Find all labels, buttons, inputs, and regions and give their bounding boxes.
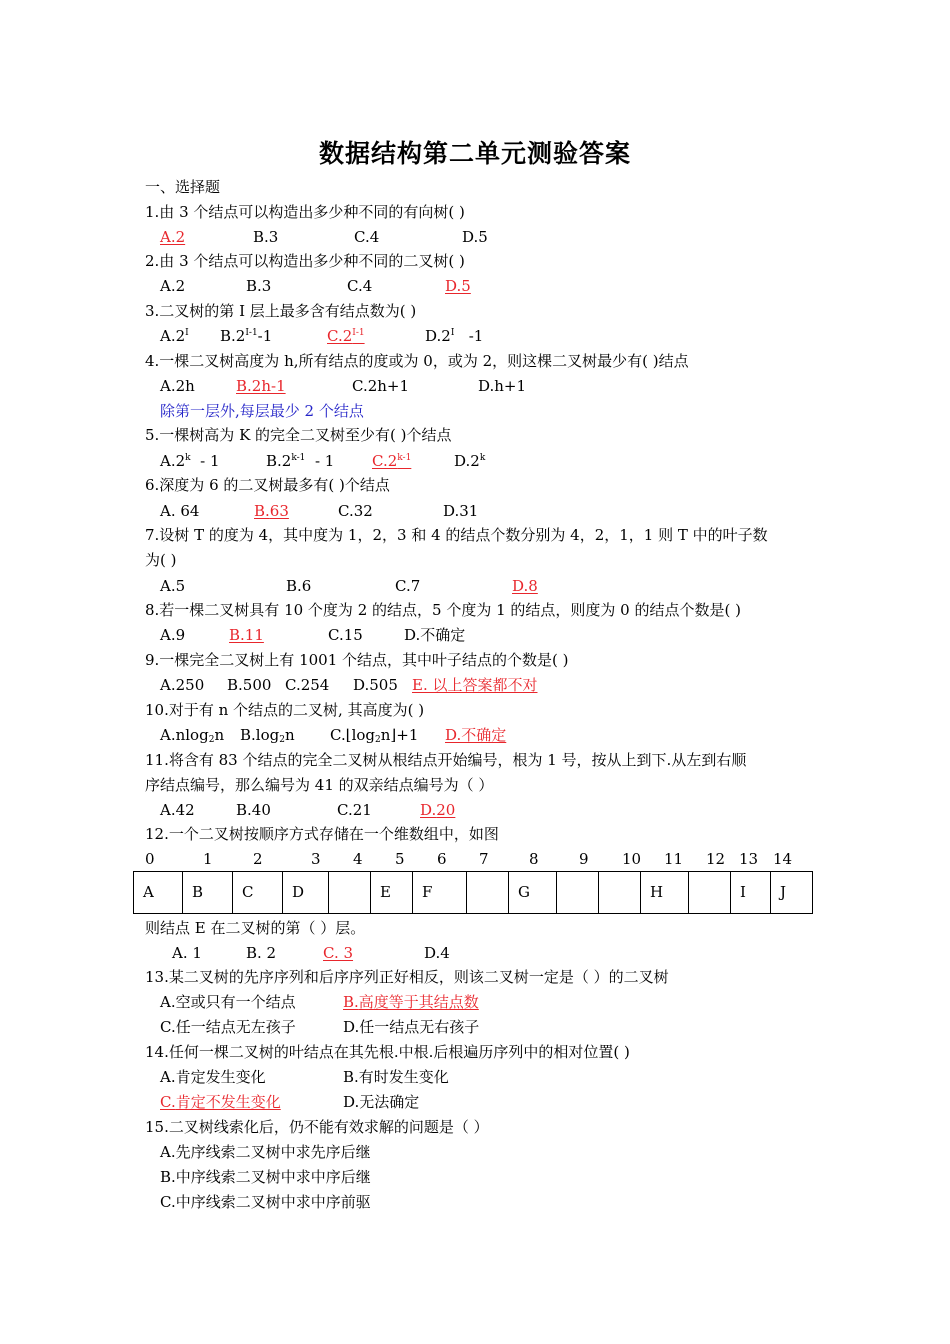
question-1-option-b: B.3	[253, 228, 279, 246]
array-cell: J	[770, 872, 812, 913]
question-10-option-d: D.不确定	[445, 726, 507, 744]
question-7-option-b: B.6	[286, 577, 312, 595]
array-cell: A	[143, 883, 154, 901]
question-6-option-d: D.31	[443, 502, 479, 520]
question-7-stem-continued: 为( )	[145, 551, 177, 569]
question-9-option-d: D.505	[353, 676, 398, 694]
question-14-option-d: D.无法确定	[343, 1093, 420, 1111]
question-11-option-a: A.42	[160, 801, 195, 819]
question-1-stem: 1.由 3 个结点可以构造出多少种不同的有向树( )	[145, 203, 465, 221]
question-5-option-b: B.2$^{k-1}$ - 1	[266, 452, 335, 470]
array-index: 7	[479, 850, 489, 868]
question-6-option-a: A. 64	[160, 502, 200, 520]
question-8-option-b: B.11	[229, 626, 264, 644]
question-1-option-d: D.5	[462, 228, 488, 246]
question-13-option-a: A.空或只有一个结点	[160, 993, 296, 1011]
array-index: 4	[353, 850, 363, 868]
question-11-stem-continued: 序结点编号，那么编号为 41 的双亲结点编号为（ ）	[145, 776, 494, 794]
question-13-option-c: C.任一结点无左孩子	[160, 1018, 296, 1036]
question-2-option-d: D.5	[445, 277, 471, 295]
question-11-stem: 11.将含有 83 个结点的完全二叉树从根结点开始编号，根为 1 号，按从上到下.从左到右顺	[145, 751, 747, 769]
array-cell: C	[232, 872, 282, 913]
question-4-option-b: B.2h-1	[236, 377, 286, 395]
question-4-option-c: C.2h+1	[352, 377, 410, 395]
array-index: 2	[253, 850, 263, 868]
question-3-option-d: $D.2^I$ -1	[425, 327, 484, 345]
question-12-stem: 12.一个二叉树按顺序方式存储在一个维数组中，如图	[145, 825, 499, 843]
array-index: 3	[311, 850, 321, 868]
array-index: 1	[203, 850, 213, 868]
question-15-option-c: C.中序线索二叉树中求中序前驱	[160, 1193, 371, 1211]
question-14-option-c: C.肯定不发生变化	[160, 1093, 281, 1111]
question-9-option-a: A.250	[160, 676, 205, 694]
array-cell: B	[182, 872, 232, 913]
question-12-option-d: D.4	[424, 944, 450, 962]
array-index: 11	[664, 850, 684, 868]
array-cell	[466, 872, 508, 913]
array-cell: D	[282, 872, 328, 913]
question-10-option-a: A.nlog$_2$n	[160, 726, 225, 745]
question-2-option-c: C.4	[347, 277, 373, 295]
array-cell	[688, 872, 730, 913]
question-10-option-b: $B.\log_2n$	[240, 726, 295, 745]
array-cell: H	[640, 872, 688, 913]
section-heading: 一、选择题	[145, 178, 221, 196]
array-index: 9	[579, 850, 589, 868]
question-12-option-b: B. 2	[246, 944, 277, 962]
question-3-option-c: $C.2^{I-1}$	[327, 327, 365, 345]
array-index: 5	[395, 850, 405, 868]
question-13-option-b: B.高度等于其结点数	[343, 993, 479, 1011]
array-cell: F	[412, 872, 466, 913]
question-2-option-b: B.3	[246, 277, 272, 295]
question-15-option-a: A.先序线索二叉树中求先序后继	[160, 1143, 371, 1161]
question-8-option-c: C.15	[328, 626, 363, 644]
question-1-option-c: C.4	[354, 228, 380, 246]
question-13-option-d: D.任一结点无右孩子	[343, 1018, 480, 1036]
question-10-stem: 10.对于有 n 个结点的二叉树, 其高度为( )	[145, 701, 425, 719]
question-9-option-e: E. 以上答案都不对	[412, 676, 538, 694]
question-9-stem: 9.一棵完全二叉树上有 1001 个结点，其中叶子结点的个数是( )	[145, 651, 569, 669]
array-cell	[598, 872, 640, 913]
array-index: 6	[437, 850, 447, 868]
question-8-option-d: D.不确定	[404, 626, 466, 644]
question-14-option-b: B.有时发生变化	[343, 1068, 449, 1086]
array-cell: I	[730, 872, 770, 913]
array-index: 13	[739, 850, 759, 868]
page-title: 数据结构第二单元测验答案	[318, 139, 631, 168]
question-3-option-b: $B.2^{I-1}-1$	[220, 327, 273, 345]
question-9-option-b: B.500	[227, 676, 272, 694]
question-10-option-c: $C.⌊\log_2n⌋+1$	[330, 726, 419, 745]
question-5-option-c: C.2$^{k-1}$	[372, 452, 412, 470]
question-15-option-b: B.中序线索二叉树中求中序后继	[160, 1168, 371, 1186]
question-11-option-d: D.20	[420, 801, 456, 819]
question-5-option-a: A.2$^k$ - 1	[160, 452, 220, 470]
question-7-stem: 7.设树 T 的度为 4，其中度为 1，2，3 和 4 的结点个数分别为 4，2，1，1 则 T 中的叶子数	[145, 526, 768, 544]
question-12-stem-continued: 则结点 E 在二叉树的第（ ）层。	[145, 919, 366, 937]
array-index: 8	[529, 850, 539, 868]
array-index: 12	[706, 850, 726, 868]
array-cell: E	[370, 872, 412, 913]
question-11-option-c: C.21	[337, 801, 372, 819]
question-4-stem: 4.一棵二叉树高度为 h,所有结点的度或为 0，或为 2，则这棵二叉树最少有( )结点	[145, 352, 689, 370]
question-12-option-c: C. 3	[323, 944, 354, 962]
question-7-option-d: D.8	[512, 577, 538, 595]
array-index: 10	[622, 850, 642, 868]
question-2-option-a: A.2	[160, 277, 186, 295]
question-6-option-c: C.32	[338, 502, 373, 520]
array-cell	[328, 872, 370, 913]
question-11-option-b: B.40	[236, 801, 271, 819]
array-cell	[556, 872, 598, 913]
question-14-option-a: A.肯定发生变化	[160, 1068, 266, 1086]
question-7-option-a: A.5	[160, 577, 186, 595]
question-3-option-a: $A.2^I$	[160, 327, 189, 345]
question-13-stem: 13.某二叉树的先序序列和后序序列正好相反，则该二叉树一定是（ ）的二叉树	[145, 968, 669, 986]
question-5-stem: 5.一棵树高为 K 的完全二叉树至少有( )个结点	[145, 426, 452, 444]
array-index: 0	[145, 850, 155, 868]
array-index: 14	[773, 850, 793, 868]
question-6-option-b: B.63	[254, 502, 289, 520]
question-4-option-a: A.2h	[160, 377, 195, 395]
question-2-stem: 2.由 3 个结点可以构造出多少种不同的二叉树( )	[145, 252, 465, 270]
question-7-option-c: C.7	[395, 577, 421, 595]
question-12-option-a: A. 1	[172, 944, 202, 962]
question-6-stem: 6.深度为 6 的二叉树最多有( )个结点	[145, 476, 390, 494]
question-4-option-d: D.h+1	[478, 377, 527, 395]
question-8-stem: 8.若一棵二叉树具有 10 个度为 2 的结点，5 个度为 1 的结点，则度为 0 的结点个数是( )	[145, 601, 741, 619]
question-1-option-a: A.2	[160, 228, 186, 246]
question-15-stem: 15.二叉树线索化后，仍不能有效求解的问题是（ ）	[145, 1118, 489, 1136]
question-8-option-a: A.9	[160, 626, 186, 644]
question-3-stem: 3.二叉树的第 I 层上最多含有结点数为( )	[145, 302, 417, 320]
question-5-option-d: D.2$^k$	[454, 452, 486, 470]
question-9-option-c: C.254	[285, 676, 330, 694]
question-4-note: 除第一层外,每层最少 2 个结点	[160, 402, 364, 420]
question-14-stem: 14.任何一棵二叉树的叶结点在其先根.中根.后根遍历序列中的相对位置( )	[145, 1043, 630, 1061]
sequential-storage-array	[133, 871, 813, 914]
array-cell: G	[508, 872, 556, 913]
